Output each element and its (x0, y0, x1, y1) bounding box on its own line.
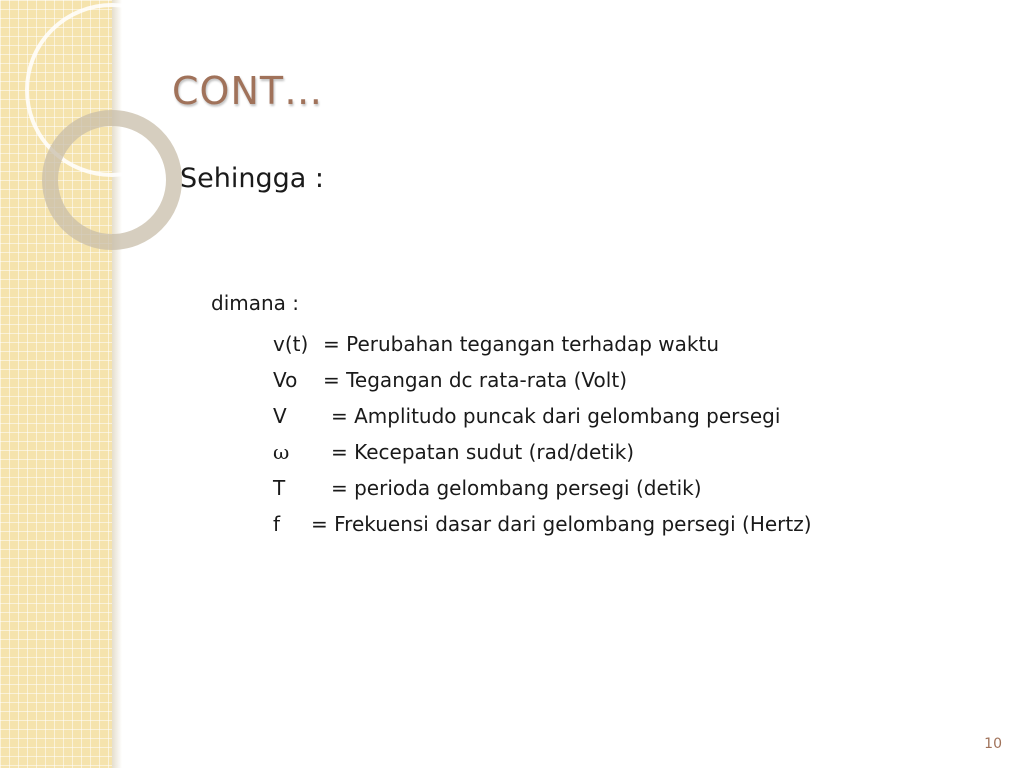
definition-symbol: v(t) (273, 332, 309, 356)
definition-list (273, 330, 812, 546)
definition-symbol: Vo (273, 368, 298, 392)
page-number: 10 (984, 736, 1002, 752)
definition-item (273, 402, 812, 438)
definition-text: = perioda gelombang persegi (detik) (331, 476, 702, 500)
where-label: dimana : (211, 291, 300, 315)
definition-item (273, 330, 812, 366)
definition-item (273, 366, 812, 402)
slide-title: CONT… (172, 69, 324, 113)
definition-symbol: V (273, 404, 287, 428)
definition-item (273, 510, 812, 546)
definition-text: = Perubahan tegangan terhadap waktu (323, 332, 720, 356)
definition-symbol: f (273, 512, 281, 536)
definition-text: = Frekuensi dasar dari gelombang persegi (Hertz) (311, 512, 812, 536)
definition-text: = Tegangan dc rata-rata (Volt) (323, 368, 627, 392)
decorative-circle-bottom (50, 118, 174, 242)
decorative-circles (0, 0, 140, 260)
definition-symbol: T (273, 476, 286, 500)
definition-text: = Amplitudo puncak dari gelombang persegi (331, 404, 781, 428)
definition-text: = Kecepatan sudut (rad/detik) (331, 440, 635, 464)
definition-item (273, 438, 812, 474)
definition-item (273, 474, 812, 510)
definition-symbol: ω (273, 440, 290, 464)
intro-text: Sehingga : (180, 163, 324, 194)
